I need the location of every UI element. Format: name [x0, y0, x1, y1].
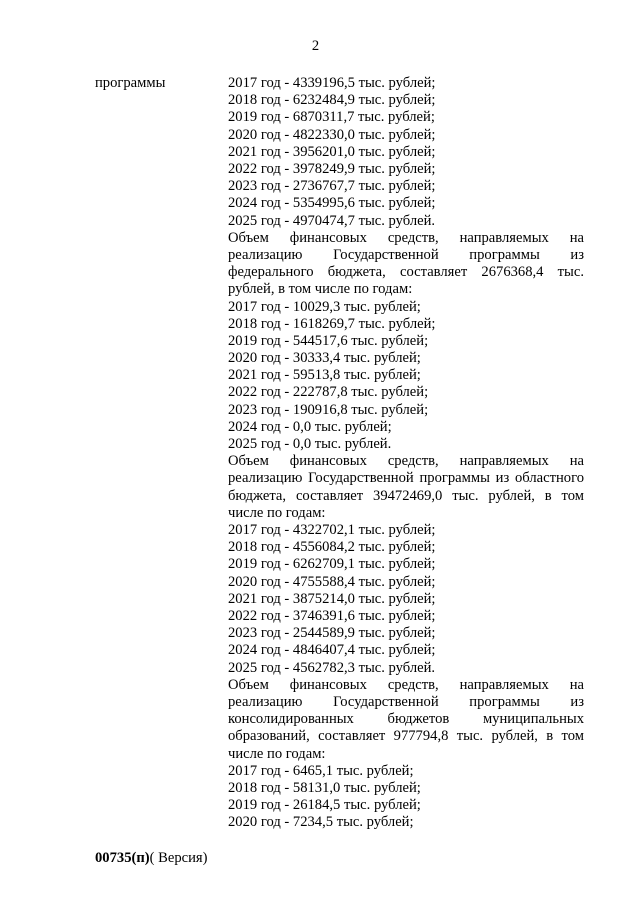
federal-year-line: 2021 год - 59513,8 тыс. рублей; — [228, 367, 421, 384]
total-year-line: 2019 год - 6870311,7 тыс. рублей; — [228, 109, 435, 126]
municipal-year-line: 2017 год - 6465,1 тыс. рублей; — [228, 762, 414, 779]
federal-year-line: 2024 год - 0,0 тыс. рублей; — [228, 418, 392, 435]
regional-budget-intro: Объем финансовых средств, направляемых на реализацию Государственной программы из областного бюджета, составляет 39472469,0 тыс. рублей, в том числе по годам: — [228, 453, 584, 521]
federal-year-line: 2023 год - 190916,8 тыс. рублей; — [228, 401, 429, 418]
total-year-line: 2024 год - 5354995,6 тыс. рублей; — [228, 195, 436, 212]
regional-year-line: 2025 год - 4562782,3 тыс. рублей. — [228, 659, 436, 676]
federal-budget-intro: Объем финансовых средств, направляемых на реализацию Государственной программы из федерального бюджета, составляет 2676368,4 тыс. рублей, в том числе по годам: — [228, 229, 584, 298]
total-by-year-list — [228, 75, 584, 230]
financing-text — [228, 75, 584, 831]
regional-year-line: 2019 год - 6262709,1 тыс. рублей; — [228, 556, 436, 573]
total-year-line: 2017 год - 4339196,5 тыс. рублей; — [228, 75, 436, 91]
municipal-year-line: 2020 год - 7234,5 тыс. рублей; — [228, 814, 414, 831]
total-year-line: 2020 год - 4822330,0 тыс. рублей; — [228, 126, 436, 143]
total-year-line: 2018 год - 6232484,9 тыс. рублей; — [228, 92, 436, 109]
regional-year-line: 2017 год - 4322702,1 тыс. рублей; — [228, 522, 436, 538]
total-year-line: 2021 год - 3956201,0 тыс. рублей; — [228, 143, 436, 160]
municipal-budget-intro: Объем финансовых средств, направляемых на реализацию Государственной программы из консолидированных бюджетов муниципальных образований, составляет 977794,8 тыс. рублей, в том числе по годам: — [228, 676, 584, 762]
federal-year-line: 2019 год - 544517,6 тыс. рублей; — [228, 332, 429, 349]
regional-year-line: 2020 год - 4755588,4 тыс. рублей; — [228, 573, 436, 590]
federal-year-line: 2022 год - 222787,8 тыс. рублей; — [228, 384, 429, 401]
regional-budget-section — [228, 453, 584, 677]
row-label: программы — [95, 75, 166, 91]
document-footer — [95, 850, 208, 866]
total-year-line: 2025 год - 4970474,7 тыс. рублей. — [228, 212, 436, 229]
federal-year-line: 2018 год - 1618269,7 тыс. рублей; — [228, 315, 436, 332]
document-version-note: ( Версия) — [149, 850, 208, 866]
regional-year-line: 2024 год - 4846407,4 тыс. рублей; — [228, 642, 436, 659]
document-code: 00735(п) — [95, 850, 150, 866]
page-number: 2 — [311, 38, 320, 54]
regional-year-line: 2023 год - 2544589,9 тыс. рублей; — [228, 625, 436, 642]
total-year-line: 2023 год - 2736767,7 тыс. рублей; — [228, 178, 436, 195]
municipal-budget-section — [228, 677, 584, 832]
federal-year-line: 2025 год - 0,0 тыс. рублей. — [228, 436, 392, 452]
federal-year-line: 2017 год - 10029,3 тыс. рублей; — [228, 298, 421, 315]
federal-budget-section — [228, 230, 584, 454]
total-year-line: 2022 год - 3978249,9 тыс. рублей; — [228, 160, 436, 177]
municipal-year-line: 2018 год - 58131,0 тыс. рублей; — [228, 779, 421, 796]
regional-year-line: 2021 год - 3875214,0 тыс. рублей; — [228, 590, 436, 607]
federal-year-line: 2020 год - 30333,4 тыс. рублей; — [228, 350, 421, 367]
municipal-year-line: 2019 год - 26184,5 тыс. рублей; — [228, 797, 421, 814]
regional-year-line: 2018 год - 4556084,2 тыс. рублей; — [228, 539, 436, 556]
regional-year-line: 2022 год - 3746391,6 тыс. рублей; — [228, 607, 436, 624]
